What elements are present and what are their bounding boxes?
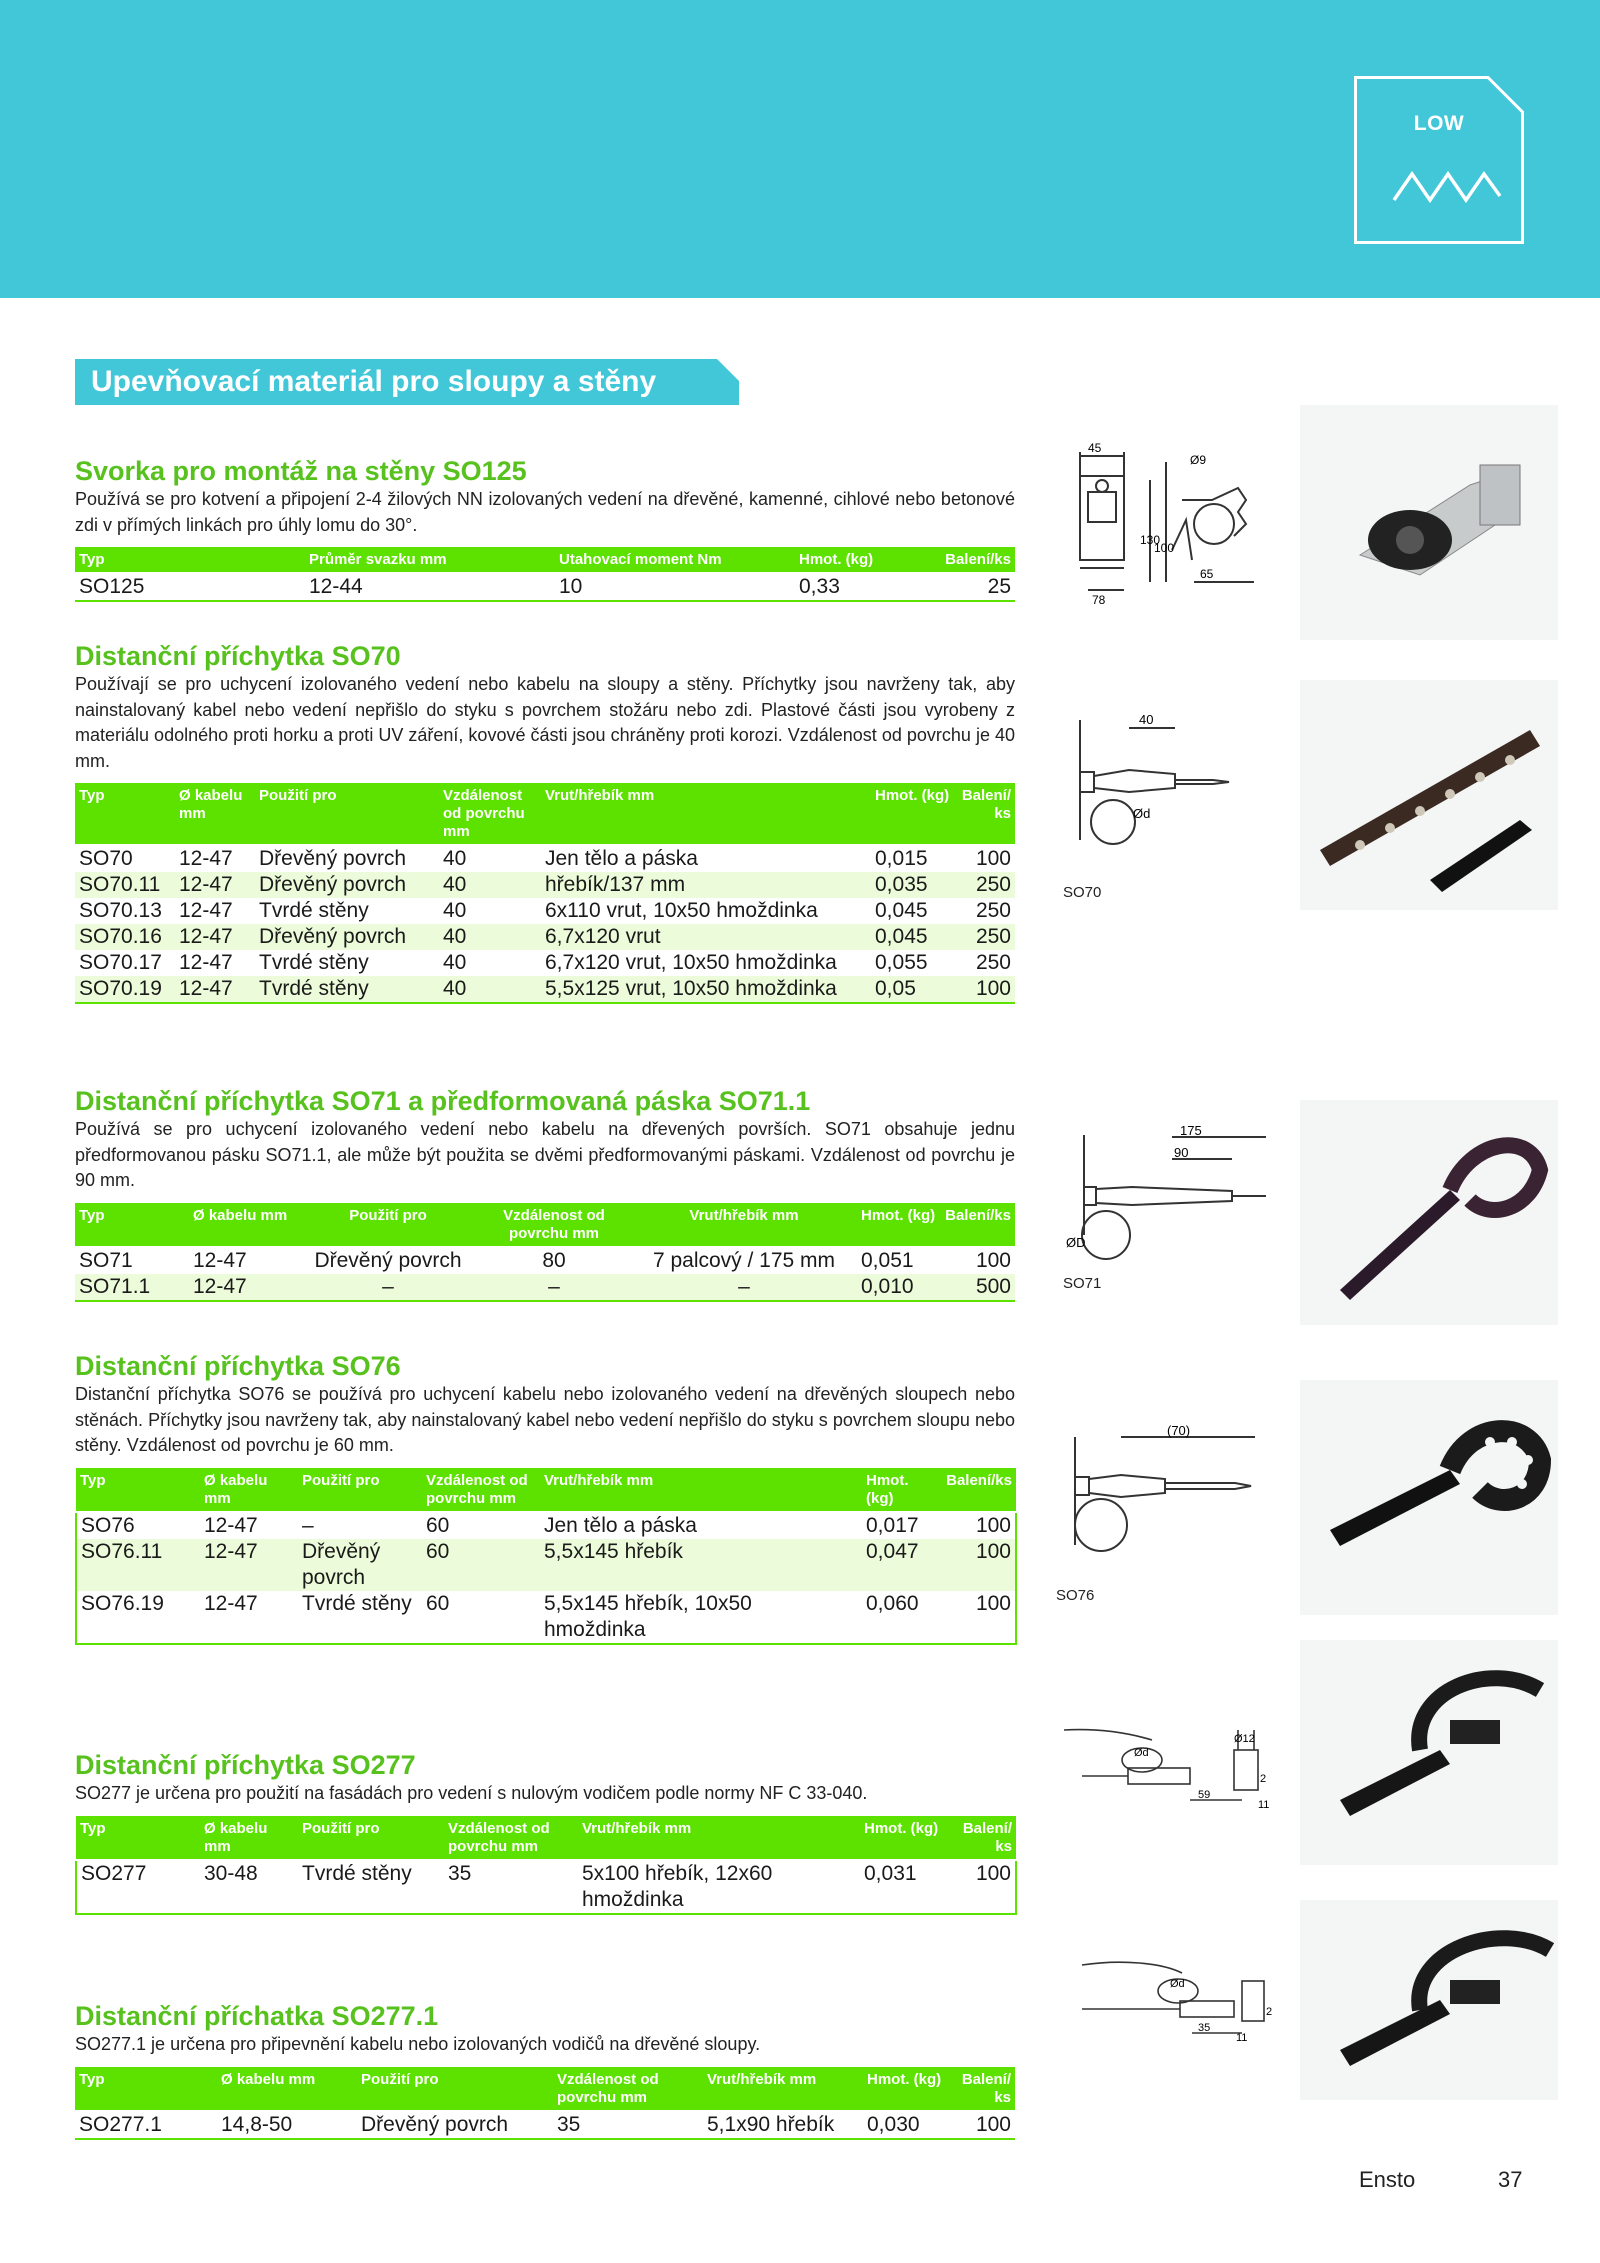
cell: SO70.17 xyxy=(79,951,162,974)
product-description: Používají se pro uchycení izolovaného vedení nebo kabelu na sloupy a stěny. Příchytky jsou navrženy tak, aby nainstalovaný kabel nebo vedení nepřišlo do styku s povrchem stožáru nebo zdi. Plastové části jsou vyrobeny z materiálu odolného proti horku a proti UV záření, kovové části jsou chráněny proti korozi. Vzdálenost od povrchu je 40 mm. xyxy=(75,674,1015,771)
spec-table xyxy=(75,2067,1015,2140)
cell: 0,047 xyxy=(862,1539,938,1591)
table-row xyxy=(75,976,1015,1003)
cell: 12-47 xyxy=(200,1539,298,1591)
cell: – xyxy=(631,1274,857,1301)
col-header: Hmot. (kg) xyxy=(871,783,955,845)
cell: 12-47 xyxy=(175,976,255,1003)
product-so2771 xyxy=(75,2000,1015,2140)
cell: 250 xyxy=(955,924,1015,950)
cell: 0,060 xyxy=(866,1591,919,1615)
so71-caption: SO71 xyxy=(1063,1275,1102,1292)
product-description: Používá se pro kotvení a připojení 2-4 žilových NN izolovaných vedení na dřevěné, kamenné, cihlové nebo betonové zdi v přímých linkách pro úhly lomu do 30°. xyxy=(75,489,1015,535)
dim-label: (70) xyxy=(1167,1425,1191,1438)
cell: 500 xyxy=(941,1274,1015,1301)
table-row xyxy=(75,872,1015,898)
cell: 0,045 xyxy=(871,924,955,950)
footer-brand: Ensto xyxy=(1359,2167,1416,2192)
dim-label: Ø12 xyxy=(1234,1733,1255,1745)
table-row xyxy=(75,573,1015,601)
product-title: Distanční příchytka SO70 xyxy=(75,641,401,671)
col-header: Průměr svazku mm xyxy=(305,547,555,573)
product-title: Svorka pro montáž na stěny SO125 xyxy=(75,456,527,486)
cell: 40 xyxy=(439,924,541,950)
so70-photo xyxy=(1300,680,1558,910)
table-row xyxy=(75,845,1015,872)
cell: Dřevěný povrch xyxy=(357,2111,553,2139)
table-row xyxy=(75,898,1015,924)
spec-table xyxy=(75,1816,1017,1915)
cell: 5x100 hřebík, 12x60 hmoždinka xyxy=(578,1860,860,1914)
page-number: 37 xyxy=(1498,2167,1523,2192)
cell: 12-47 xyxy=(175,872,255,898)
cell: 40 xyxy=(443,899,467,922)
voltage-badge xyxy=(1354,76,1524,244)
col-header: Typ xyxy=(75,547,305,573)
col-header: Balení/ks xyxy=(941,1203,1015,1247)
cell: 100 xyxy=(948,1860,1016,1914)
col-header: Vrut/hřebík mm xyxy=(541,783,871,845)
cell: 0,031 xyxy=(860,1860,948,1914)
cell: SO71 xyxy=(75,1247,189,1274)
product-so76 xyxy=(75,1350,1015,1645)
cell: 100 xyxy=(955,976,1015,1003)
product-title: Distanční příchytka SO71 a předformovaná páska SO71.1 xyxy=(75,1086,811,1116)
cell: SO70.13 xyxy=(79,899,162,922)
table-row xyxy=(75,2111,1015,2139)
col-header: Vrut/hřebík mm xyxy=(703,2067,863,2111)
product-so71 xyxy=(75,1085,1015,1302)
so76-caption: SO76 xyxy=(1056,1587,1095,1604)
col-header: Typ xyxy=(75,1203,189,1247)
cell: SO71.1 xyxy=(75,1274,189,1301)
col-header: Použití pro xyxy=(255,783,439,845)
col-header: Balení/ ks xyxy=(947,2067,1015,2111)
cell: SO70 xyxy=(75,845,175,872)
cell: 0,015 xyxy=(871,845,955,872)
section-title xyxy=(75,359,739,405)
spec-table xyxy=(75,1468,1017,1645)
so76-photo xyxy=(1300,1380,1558,1615)
so71-diagram xyxy=(1062,1125,1272,1295)
product-title: Distanční příchytka SO76 xyxy=(75,1351,401,1381)
dim-label: 78 xyxy=(1092,593,1106,607)
so70-caption: SO70 xyxy=(1063,884,1102,901)
cell: 40 xyxy=(443,951,467,974)
cell: SO76.19 xyxy=(81,1591,164,1615)
cell: 30-48 xyxy=(200,1860,298,1914)
cell: 100 xyxy=(941,1247,1015,1274)
cell: – xyxy=(299,1274,477,1301)
so2771-diagram xyxy=(1062,1955,1272,2045)
cell: SO277 xyxy=(76,1860,200,1914)
col-header: Vrut/hřebík mm xyxy=(631,1203,857,1247)
cell: Tvrdé stěny xyxy=(302,1591,412,1615)
cell: 0,035 xyxy=(871,872,955,898)
cell: 35 xyxy=(553,2111,703,2139)
col-header: Použití pro xyxy=(299,1203,477,1247)
cell: 0,055 xyxy=(875,951,928,974)
col-header: Hmot. (kg) xyxy=(795,547,915,573)
product-description: SO277.1 je určena pro připevnění kabelu nebo izolovaných vodičů na dřevěné sloupy. xyxy=(75,2034,761,2054)
cell: 5,5x145 hřebík, 10x50 hmoždinka xyxy=(544,1591,752,1641)
cell: 12-47 xyxy=(179,899,233,922)
dim-label: Ø9 xyxy=(1190,453,1207,467)
dim-label: 130 xyxy=(1140,533,1161,547)
so125-diagram xyxy=(1062,440,1262,608)
cell: 12-47 xyxy=(189,1247,299,1274)
col-header: Ø kabelu mm xyxy=(175,783,255,845)
col-header: Typ xyxy=(75,783,175,845)
cell: SO70.16 xyxy=(75,924,175,950)
dim-label: 65 xyxy=(1200,567,1214,581)
section-title-text: Upevňovací materiál pro sloupy a stěny xyxy=(91,365,657,398)
dim-label: 90 xyxy=(1174,1145,1189,1160)
col-header: Typ xyxy=(75,2067,217,2111)
col-header: Ø kabelu mm xyxy=(217,2067,357,2111)
col-header: Vzdálenost od povrchu mm xyxy=(553,2067,703,2111)
cell: – xyxy=(298,1512,422,1539)
dim-label: 59 xyxy=(1198,1789,1211,1801)
cell: 250 xyxy=(975,951,1011,974)
cell: Dřevěný povrch xyxy=(255,924,439,950)
cell: 35 xyxy=(444,1860,578,1914)
cell: 12-47 xyxy=(200,1512,298,1539)
table-row xyxy=(76,1860,1016,1914)
cell: 6,7x120 vrut, 10x50 hmoždinka xyxy=(545,951,837,974)
dim-label: 11 xyxy=(1258,1799,1270,1810)
cell: 14,8-50 xyxy=(217,2111,357,2139)
cell: 12-44 xyxy=(305,573,555,601)
col-header: Balení/ks xyxy=(915,547,1015,573)
wave-zigzag-icon xyxy=(1394,174,1500,200)
cell: 250 xyxy=(955,872,1015,898)
cell: 0,010 xyxy=(857,1274,941,1301)
dim-label: 35 xyxy=(1198,2022,1211,2034)
cell: 0,33 xyxy=(795,573,915,601)
cell: 25 xyxy=(915,573,1015,601)
col-header: Hmot. (kg) xyxy=(857,1203,941,1247)
cell: 12-47 xyxy=(175,924,255,950)
cell: 0,05 xyxy=(871,976,955,1003)
col-header: Balení/ ks xyxy=(955,783,1015,845)
dim-label: 175 xyxy=(1180,1125,1202,1138)
col-header: Vzdálenost od povrchu mm xyxy=(422,1468,540,1512)
table-row xyxy=(75,1247,1015,1274)
dim-label: 100 xyxy=(1154,541,1175,555)
dim-label: Ød xyxy=(1133,806,1151,821)
cell: 100 xyxy=(938,1539,1016,1591)
cell: Dřevěný povrch xyxy=(255,872,439,898)
col-header: Použití pro xyxy=(357,2067,553,2111)
cell: 12-47 xyxy=(179,951,233,974)
cell: 100 xyxy=(955,845,1015,872)
dim-label: 11 xyxy=(1236,2032,1248,2044)
col-header: Ø kabelu mm xyxy=(200,1816,298,1860)
cell: 0,051 xyxy=(857,1247,941,1274)
col-header: Vrut/hřebík mm xyxy=(578,1816,860,1860)
cell: 0,045 xyxy=(875,899,928,922)
cell: Dřevěný povrch xyxy=(255,845,439,872)
cell: 5,1x90 hřebík xyxy=(703,2111,863,2139)
cell: Tvrdé stěny xyxy=(259,951,369,974)
product-title: Distanční příchytka SO277 xyxy=(75,1750,416,1780)
cell: 0,017 xyxy=(862,1512,938,1539)
cell: SO76.11 xyxy=(76,1539,200,1591)
so125-photo xyxy=(1300,405,1558,640)
dim-label: ØD xyxy=(1066,1235,1086,1250)
cell: Jen tělo a páska xyxy=(541,845,871,872)
dim-label: 2 xyxy=(1266,2006,1272,2018)
cell: 80 xyxy=(477,1247,631,1274)
spec-table xyxy=(75,783,1015,1004)
col-header: Balení/ ks xyxy=(948,1816,1016,1860)
product-title: Distanční příchatka SO277.1 xyxy=(75,2001,439,2031)
cell: 100 xyxy=(975,1591,1011,1615)
cell: Jen tělo a páska xyxy=(540,1512,862,1539)
product-so277 xyxy=(75,1749,1015,1915)
col-header: Utahovací moment Nm xyxy=(555,547,795,573)
dim-label: 40 xyxy=(1139,712,1154,727)
table-row xyxy=(76,1512,1016,1539)
cell: 5,5x145 hřebík xyxy=(540,1539,862,1591)
cell: 40 xyxy=(439,976,541,1003)
col-header: Vzdálenost od povrchu mm xyxy=(477,1203,631,1247)
cell: – xyxy=(477,1274,631,1301)
cell: Dřevěný povrch xyxy=(299,1247,477,1274)
col-header: Vzdálenost od povrchu mm xyxy=(439,783,541,845)
dim-label: 2 xyxy=(1260,1773,1267,1785)
table-row xyxy=(75,1274,1015,1301)
dim-label: Ød xyxy=(1170,1978,1185,1990)
col-header: Vzdálenost od povrchu mm xyxy=(444,1816,578,1860)
so70-diagram xyxy=(1055,710,1260,900)
cell: SO70.11 xyxy=(75,872,175,898)
cell: 250 xyxy=(975,899,1011,922)
so2771-photo xyxy=(1300,1900,1558,2100)
dim-label: Ød xyxy=(1134,1747,1149,1759)
cell: 12-47 xyxy=(204,1591,258,1615)
cell: 100 xyxy=(947,2111,1015,2139)
cell: Tvrdé stěny xyxy=(298,1860,444,1914)
cell: 40 xyxy=(439,845,541,872)
col-header: Typ xyxy=(76,1816,200,1860)
product-description: SO277 je určena pro použití na fasádách pro vedení s nulovým vodičem podle normy NF C 33-040. xyxy=(75,1783,868,1803)
cell: 6,7x120 vrut xyxy=(541,924,871,950)
cell: 60 xyxy=(422,1512,540,1539)
cell: SO277.1 xyxy=(75,2111,217,2139)
cell: 12-47 xyxy=(189,1274,299,1301)
cell: hřebík/137 mm xyxy=(541,872,871,898)
cell: 6x110 vrut, 10x50 hmoždinka xyxy=(545,899,818,922)
table-row xyxy=(75,924,1015,950)
voltage-badge-label: LOW xyxy=(1413,112,1465,135)
col-header: Typ xyxy=(76,1468,200,1512)
dim-label: 45 xyxy=(1088,441,1102,455)
col-header: Vrut/hřebík mm xyxy=(540,1468,862,1512)
col-header: Hmot. (kg) xyxy=(860,1816,948,1860)
cell: 60 xyxy=(422,1539,540,1591)
col-header: Použití pro xyxy=(298,1468,422,1512)
cell: 100 xyxy=(938,1512,1016,1539)
product-description: Používá se pro uchycení izolovaného vedení nebo kabelu na dřevených površích. SO71 obsahuje jednu předformovanou pásku SO71.1, ale může být použita se dvěmi předformovanými páskami. Vzdálenost od povrchu je 90 mm. xyxy=(75,1119,1015,1190)
cell: 10 xyxy=(555,573,795,601)
cell: Dřevěný povrch xyxy=(298,1539,422,1591)
col-header: Balení/ks xyxy=(938,1468,1016,1512)
col-header: Hmot. (kg) xyxy=(863,2067,947,2111)
col-header: Použití pro xyxy=(298,1816,444,1860)
cell: SO70.19 xyxy=(75,976,175,1003)
cell: 5,5x125 vrut, 10x50 hmoždinka xyxy=(541,976,871,1003)
product-so70 xyxy=(75,640,1015,1004)
table-row xyxy=(75,950,1015,976)
cell: 7 palcový / 175 mm xyxy=(631,1247,857,1274)
cell: 12-47 xyxy=(175,845,255,872)
so76-diagram xyxy=(1055,1425,1285,1585)
cell: SO125 xyxy=(75,573,305,601)
cell: Tvrdé stěny xyxy=(255,976,439,1003)
product-description: Distanční příchytka SO76 se používá pro uchycení kabelu nebo izolovaného vedení na dřevěných sloupech nebo stěnách. Příchytky jsou navrženy tak, aby nainstalovaný kabel nebo vedení nepřišlo do styku s povrchem sloupu nebo stěny. Vzdálenost od povrchu je 60 mm. xyxy=(75,1384,1015,1455)
cell: Tvrdé stěny xyxy=(259,899,369,922)
cell: 40 xyxy=(439,872,541,898)
so71-photo xyxy=(1300,1100,1558,1325)
cell: SO76 xyxy=(76,1512,200,1539)
cell: 60 xyxy=(426,1591,450,1615)
table-row xyxy=(76,1591,1016,1644)
so277-diagram xyxy=(1062,1720,1272,1810)
col-header: Hmot. (kg) xyxy=(862,1468,938,1512)
spec-table xyxy=(75,1203,1015,1302)
cell: 0,030 xyxy=(863,2111,947,2139)
col-header: Ø kabelu mm xyxy=(200,1468,298,1512)
spec-table xyxy=(75,547,1015,602)
product-so125 xyxy=(75,455,1015,602)
col-header: Ø kabelu mm xyxy=(189,1203,299,1247)
so277-photo xyxy=(1300,1640,1558,1865)
table-row xyxy=(76,1539,1016,1591)
